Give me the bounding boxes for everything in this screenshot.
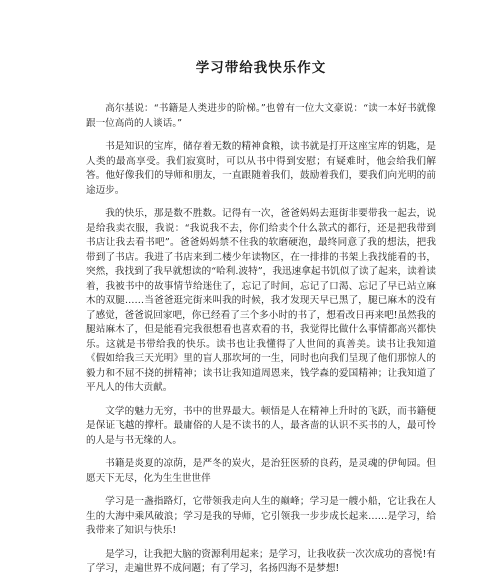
paragraph-quote: 高尔基说：“书籍是人类进步的阶梯。”也曾有一位大文豪说：“读一本好书就像跟一位高尚的人谈话。”	[86, 103, 436, 129]
paragraph-literature: 文学的魅力无穷，书中的世界最大。顿悟是人在精神上升时的飞跃，而书籍便是保证飞越的撑杆。最庸俗的人是不读书的人，最吝啬的认识不买书的人，最可怜的人是与书无缘的人。	[86, 405, 436, 446]
document-page	[0, 58, 500, 575]
paragraph-learning-success: 是学习，让我把大脑的资源利用起来；是学习，让我收获一次次成功的喜悦!有了学习，走遍世界不成问题；有了学习，名扬四海不是梦想!	[86, 548, 436, 574]
article-body	[86, 102, 436, 577]
paragraph-books-metaphor: 书籍是炎夏的凉荫，是严冬的炭火，是治狂医骄的良药，是灵魂的伊甸园。但愿天下无尽，化为生生世世伴	[86, 458, 436, 484]
paragraph-bookstore-story: 我的快乐，那是数不胜数。记得有一次，爸爸妈妈去逛街非要带我一起去，说是给我卖衣服，我说：“我说我不去，你们给卖个什么款式的都行，还是把我带到书店让我去看书吧”。爸爸妈妈禁不住我的软磨硬泡，最终同意了我的想法，把我带到了书店。我进了书店来到二楼少年读物区，在一排排的书架上我找能看的书，突然，我找到了我早就想读的“哈利.波特”，我迅速拿起书饥似了读了起来，读着读着，我被书中的故事情节给迷住了，忘记了时间，忘记了口渴、忘记了早已站立麻木的双腿……当爸爸逛完街来叫我的时候，我才发现天早已黑了，腿已麻木的没有了感觉，爸爸说回家吧，你已经看了三个多小时的书了，想看改日再来吧!虽然我的腿站麻木了，但是能看完我很想看也喜欢看的书，我觉得比做什么事情都高兴都快乐。这就是书带给我的快乐。读书也让我懂得了人世间的真善美。读书让我知道《假如给我三天光明》里的盲人那坎坷的一生，同时也向我们呈现了他们那惊人的毅力和不屈不挠的拼精神；读书让我知道周恩来，钱学森的爱国精神；让我知道了平凡人的伟大贡献。	[86, 208, 436, 393]
article-title: 学习带给我快乐作文	[195, 60, 327, 76]
paragraph-learning-guide: 学习是一盏指路灯，它带领我走向人生的巅峰；学习是一艘小船，它让我在人生的大海中乘风破浪；学习是我的导师，它引领我一步步成长起来……是学习，给我带来了知识与快乐!	[86, 496, 436, 536]
paragraph-knowledge: 书是知识的宝库，储存着无数的精神食粮，读书就是打开这座宝库的钥匙，是人类的最高享受。我们寂寞时，可以从书中得到安慰；有疑难时，他会给我们解答。他好像我们的导师和朋友，一直跟随着我们，鼓励着我们，要我们向光明的前途迈步。	[86, 141, 436, 196]
